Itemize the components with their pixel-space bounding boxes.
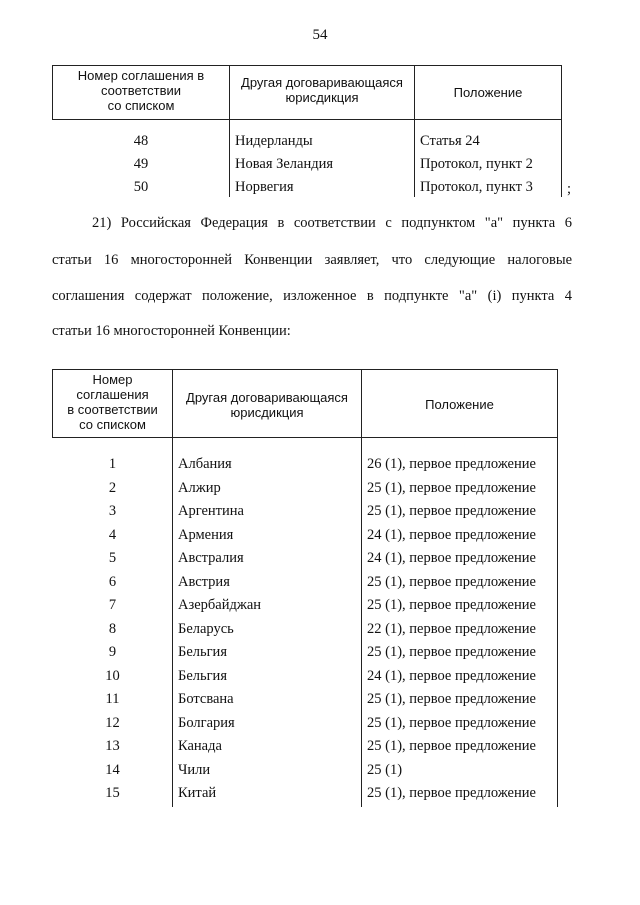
table-2-row-jurisdiction: Алжир xyxy=(178,480,221,496)
table-2-row-number: 14 xyxy=(105,762,120,778)
paragraph-line-3: соглашения содержат положение, изложенное в подпункте "а" (i) пункта 4 xyxy=(52,288,572,304)
table-2-row-number: 15 xyxy=(105,785,120,801)
table-2-row-jurisdiction: Бельгия xyxy=(178,644,227,660)
table-1-header-number: Номер соглашения в соответствии со списком xyxy=(77,68,205,113)
table-2-col-rule-1 xyxy=(172,369,173,807)
table-1-right-rule xyxy=(561,65,562,197)
table-1-row-48-provision: Статья 24 xyxy=(420,133,480,149)
table-1-row-50-provision: Протокол, пункт 3 xyxy=(420,179,533,195)
table-2-row-provision: 25 (1), первое предложение xyxy=(367,738,536,754)
table-2-row-number: 7 xyxy=(108,597,117,613)
table-2-header-number: Номер соглашения в соответствии со списком xyxy=(67,372,158,432)
table-2-row-jurisdiction: Канада xyxy=(178,738,222,754)
table-2-row-provision: 25 (1), первое предложение xyxy=(367,574,536,590)
table-2-row-jurisdiction: Австралия xyxy=(178,550,244,566)
table-2-row-number: 3 xyxy=(108,503,117,519)
table-2-row-number: 6 xyxy=(108,574,117,590)
table-1-top-rule xyxy=(52,65,562,66)
table-1-header-jurisdiction: Другая договаривающаяся юрисдикция xyxy=(241,75,403,105)
table-2-row-provision: 25 (1), первое предложение xyxy=(367,691,536,707)
table-2-header-jurisdiction: Другая договаривающаяся юрисдикция xyxy=(186,390,348,420)
table-1-row-48-jurisdiction: Нидерланды xyxy=(235,133,313,149)
table-2-row-number: 13 xyxy=(105,738,120,754)
table-2-row-number: 10 xyxy=(105,668,120,684)
table-2-row-provision: 25 (1), первое предложение xyxy=(367,715,536,731)
table-2-row-number: 8 xyxy=(108,621,117,637)
table-1-row-49-number: 49 xyxy=(133,156,149,172)
paragraph-line-2: статьи 16 многосторонней Конвенции заявляет, что следующие налоговые xyxy=(52,252,572,268)
table-2-row-number: 12 xyxy=(105,715,120,731)
page-number: 54 xyxy=(312,27,328,43)
paragraph-line-4: статьи 16 многосторонней Конвенции: xyxy=(52,323,291,339)
table-2-row-jurisdiction: Чили xyxy=(178,762,211,778)
table-2-row-jurisdiction: Албания xyxy=(178,456,232,472)
table-2-row-jurisdiction: Ботсвана xyxy=(178,691,234,707)
table-1-row-48-number: 48 xyxy=(133,133,149,149)
table-2-row-provision: 25 (1), первое предложение xyxy=(367,503,536,519)
table-2-row-provision: 25 (1), первое предложение xyxy=(367,644,536,660)
table-2-row-jurisdiction: Бельгия xyxy=(178,668,227,684)
table-1-trailing-semicolon: ; xyxy=(567,181,572,197)
table-2-row-jurisdiction: Азербайджан xyxy=(178,597,262,613)
table-2-row-provision: 22 (1), первое предложение xyxy=(367,621,536,637)
table-2-row-jurisdiction: Болгария xyxy=(178,715,235,731)
table-1-row-49-provision: Протокол, пункт 2 xyxy=(420,156,533,172)
table-2-row-provision: 25 (1) xyxy=(367,762,403,778)
table-2-row-jurisdiction: Китай xyxy=(178,785,217,801)
table-2-row-provision: 26 (1), первое предложение xyxy=(367,456,536,472)
table-2-row-provision: 25 (1), первое предложение xyxy=(367,480,536,496)
table-2-header-provision: Положение xyxy=(425,397,494,412)
table-1-row-50-number: 50 xyxy=(133,179,149,195)
table-2-row-jurisdiction: Армения xyxy=(178,527,234,543)
table-2-row-number: 9 xyxy=(108,644,117,660)
table-2-row-number: 2 xyxy=(108,480,117,496)
table-2-row-provision: 25 (1), первое предложение xyxy=(367,597,536,613)
table-2-row-provision: 24 (1), первое предложение xyxy=(367,668,536,684)
table-2-col-rule-2 xyxy=(361,369,362,807)
table-2-row-number: 4 xyxy=(108,527,117,543)
table-2-row-jurisdiction: Аргентина xyxy=(178,503,244,519)
table-1-header-provision: Положение xyxy=(453,85,523,100)
table-2-right-rule xyxy=(557,369,558,807)
table-2-row-number: 1 xyxy=(108,456,117,472)
table-2-row-number: 11 xyxy=(105,691,120,707)
table-2-top-rule xyxy=(52,369,558,370)
table-2-row-jurisdiction: Беларусь xyxy=(178,621,234,637)
table-2-header-rule xyxy=(52,437,558,438)
table-1-row-50-jurisdiction: Норвегия xyxy=(235,179,294,195)
table-1-row-49-jurisdiction: Новая Зеландия xyxy=(235,156,334,172)
table-2-row-provision: 25 (1), первое предложение xyxy=(367,785,536,801)
table-1-header-rule xyxy=(52,119,562,120)
table-2-row-provision: 24 (1), первое предложение xyxy=(367,527,536,543)
table-2-row-jurisdiction: Австрия xyxy=(178,574,230,590)
paragraph-line-1: 21) Российская Федерация в соответствии с подпунктом "а" пункта 6 xyxy=(92,215,572,231)
table-2-row-number: 5 xyxy=(108,550,117,566)
table-2-row-provision: 24 (1), первое предложение xyxy=(367,550,536,566)
